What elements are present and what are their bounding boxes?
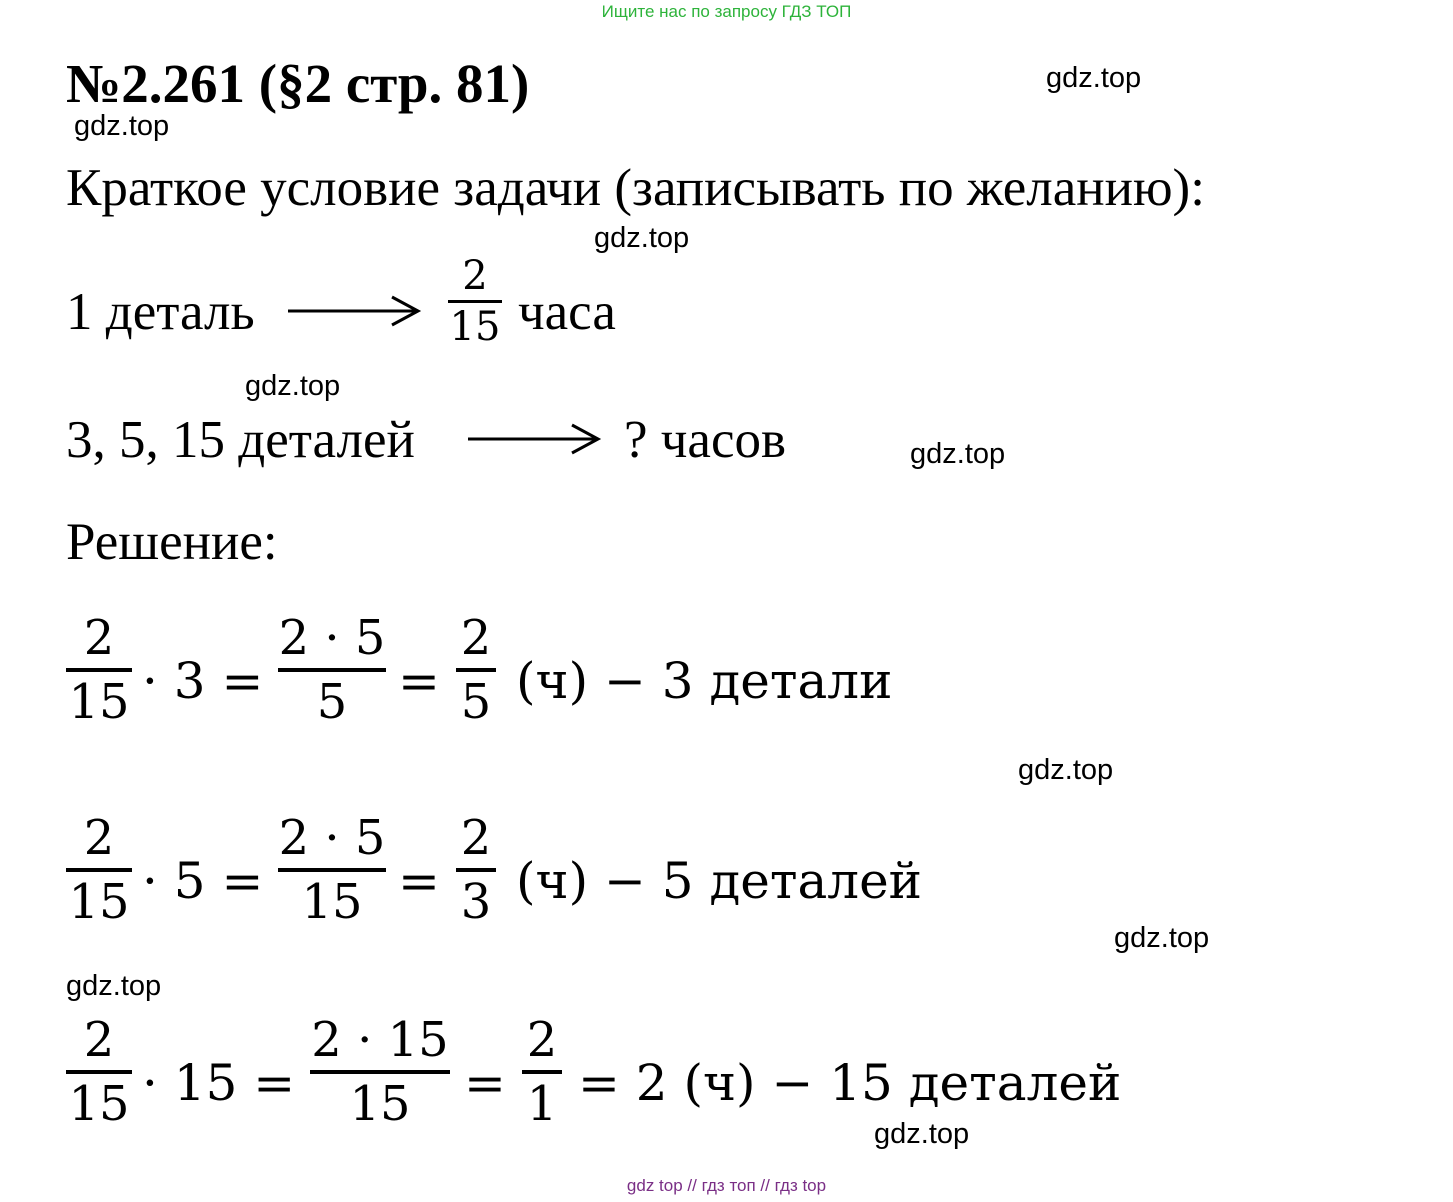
denominator: 5 <box>460 674 492 730</box>
arrow-right-icon <box>466 422 602 456</box>
footer-links[interactable]: gdz top // гдз топ // гдз top <box>626 1176 827 1195</box>
numerator: 2 <box>83 810 115 866</box>
fraction-bar <box>66 668 132 672</box>
problem-title: №2.261 (§2 стр. 81) <box>66 53 530 114</box>
watermark: gdz.top <box>874 1118 970 1150</box>
multiply-expression: · 15 = <box>142 1054 296 1112</box>
fraction-bar <box>448 300 502 303</box>
condition-heading: Краткое условие задачи (записывать по желанию): <box>66 159 1205 217</box>
fraction <box>522 1012 562 1132</box>
numerator: 2 · 5 <box>278 810 386 866</box>
numerator: 2 · 5 <box>278 610 386 666</box>
denominator: 1 <box>526 1076 558 1132</box>
fraction <box>66 810 132 930</box>
condition-line2-right: ? часов <box>624 411 787 469</box>
denominator: 15 <box>68 674 130 730</box>
fraction <box>278 610 386 730</box>
denominator: 15 <box>68 1076 130 1132</box>
numerator: 2 <box>83 1012 115 1068</box>
condition-line2-left: 3, 5, 15 деталей <box>66 411 415 469</box>
top-banner-link[interactable]: Ищите нас по запросу ГДЗ ТОП <box>601 2 852 21</box>
equals-sign: = <box>464 1054 506 1112</box>
condition-line1-left: 1 деталь <box>66 283 255 341</box>
denominator: 15 <box>449 304 501 350</box>
numerator: 2 <box>460 810 492 866</box>
watermark: gdz.top <box>66 970 162 1002</box>
fraction-bar <box>66 868 132 872</box>
watermark: gdz.top <box>1046 62 1142 94</box>
denominator: 15 <box>301 874 363 930</box>
equals-sign: = <box>398 852 440 910</box>
denominator: 15 <box>349 1076 411 1132</box>
fraction-bar <box>278 668 386 672</box>
result-text: (ч) − 3 детали <box>516 652 893 710</box>
watermark: gdz.top <box>594 222 690 254</box>
arrow-right-icon <box>286 294 422 328</box>
fraction <box>66 1012 132 1132</box>
multiply-expression: · 5 = <box>142 852 264 910</box>
result-text: = 2 (ч) − 15 деталей <box>578 1054 1122 1112</box>
fraction-bar <box>522 1070 562 1074</box>
fraction-bar <box>456 668 496 672</box>
fraction <box>448 253 502 350</box>
fraction <box>456 810 496 930</box>
numerator: 2 <box>460 610 492 666</box>
numerator: 2 <box>462 253 488 299</box>
fraction <box>456 610 496 730</box>
fraction-bar <box>278 868 386 872</box>
denominator: 3 <box>460 874 492 930</box>
watermark: gdz.top <box>74 110 170 142</box>
fraction <box>310 1012 450 1132</box>
fraction <box>278 810 386 930</box>
numerator: 2 · 15 <box>311 1012 449 1068</box>
watermark: gdz.top <box>1018 754 1114 786</box>
numerator: 2 <box>526 1012 558 1068</box>
watermark: gdz.top <box>245 370 341 402</box>
multiply-expression: · 3 = <box>142 652 264 710</box>
fraction-bar <box>66 1070 132 1074</box>
equals-sign: = <box>398 652 440 710</box>
watermark: gdz.top <box>910 438 1006 470</box>
solution-heading: Решение: <box>66 513 278 571</box>
denominator: 5 <box>316 674 348 730</box>
watermark: gdz.top <box>1114 922 1210 954</box>
numerator: 2 <box>83 610 115 666</box>
fraction <box>66 610 132 730</box>
result-text: (ч) − 5 деталей <box>516 852 922 910</box>
fraction-bar <box>310 1070 450 1074</box>
condition-line1-right: часа <box>518 283 616 341</box>
denominator: 15 <box>68 874 130 930</box>
fraction-bar <box>456 868 496 872</box>
